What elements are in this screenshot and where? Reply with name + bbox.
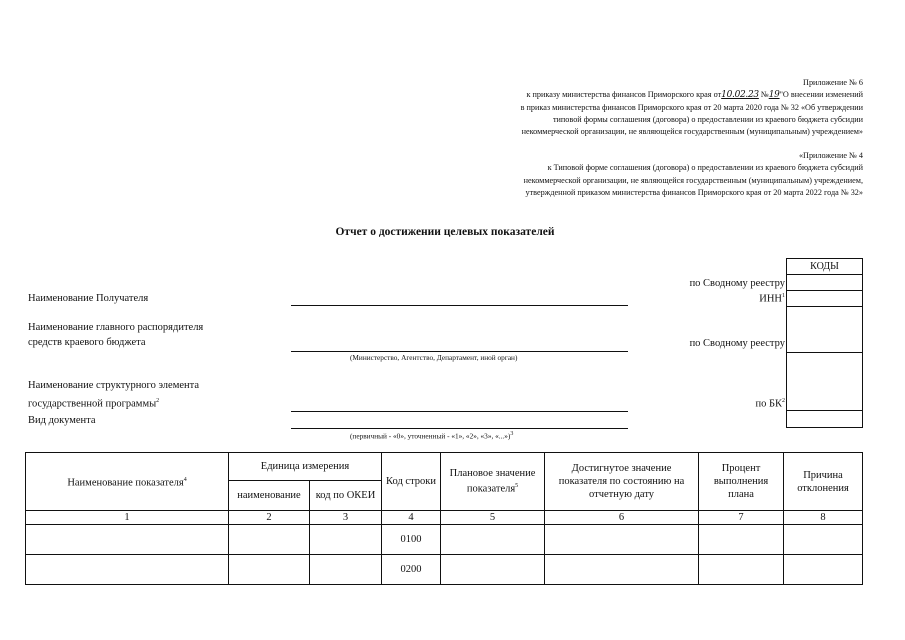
report-title: Отчет о достижении целевых показателей [335,226,555,238]
footnote-2-mark: 2 [156,398,160,404]
indicators-table [25,452,863,585]
codes-column [786,258,863,428]
header-row-code: Код строки [382,453,441,511]
appendix-6-line-3: типовой формы соглашения (договора) о предоставлении из краевого бюджета субсидии [552,114,863,124]
svodny-reestr-label-2: по Сводному реестру [689,338,785,349]
col-number-3: 3 [310,511,382,525]
header-unit-name: наименование [229,481,310,511]
appendix-4-title: «Приложение № 4 [798,151,863,160]
inn-label-text: ИНН [759,293,782,305]
code-cell-svodny-1[interactable] [786,274,863,290]
appendix-4-line-1: к Типовой форме соглашения (договора) о предоставлении из краевого бюджета субсидий [547,163,863,173]
document-type-field-line[interactable] [291,428,628,429]
cell-indicator-name[interactable] [26,525,229,555]
code-cell-svodny-2[interactable] [786,306,863,352]
cell-row-code: 0200 [382,555,441,585]
chief-administrator-label-2: средств краевого бюджета [28,337,146,348]
appendix-6-block [521,77,863,138]
footnote-5-mark: 5 [515,483,519,490]
bk-label [755,398,785,410]
header-indicator-name [26,453,229,511]
document-type-hint [350,431,513,440]
table-row [26,555,863,585]
header-indicator-name-text: Наименование показателя [67,477,184,489]
col-number-1: 1 [26,511,229,525]
appendix-6-line-1-prefix: к приказу министерства финансов Приморского края от [526,90,722,100]
appendix-6-line-1-suffix: "О внесении изменений [779,90,863,100]
number-sign: № [760,90,769,100]
footnote-4-mark: 4 [183,476,187,483]
col-number-2: 2 [229,511,310,525]
appendix-6-line-2: в приказ министерства финансов Приморского края от 20 марта 2020 года № 32 «Об утверждении [520,102,863,112]
table-row [26,525,863,555]
header-reason: Причина отклонения [784,453,863,511]
recipient-field-line[interactable] [291,305,628,306]
codes-header: КОДЫ [786,258,863,274]
document-type-hint-text: (первичный - «0», уточненный - «1», «2», «3», «...») [350,431,511,441]
appendix-6-title: Приложение № 6 [803,78,863,87]
svodny-reestr-label-1: по Сводному реестру [689,278,785,289]
footnote-1-mark: 1 [782,293,785,299]
col-number-5: 5 [441,511,545,525]
code-cell-doc-type[interactable] [786,410,863,428]
appendix-4-block [524,150,863,199]
cell-row-code: 0100 [382,525,441,555]
appendix-4-line-2: некоммерческой организации, не являющейся государственным (муниципальным) учреждением, [523,175,863,185]
footnote-3-mark: 3 [510,431,514,437]
header-plan-value [441,453,545,511]
chief-administrator-label-1: Наименование главного распорядителя [28,322,204,333]
header-achieved-value: Достигнутое значение показателя по состоянию на отчетную дату [545,453,699,511]
cell-plan-value[interactable] [441,555,545,585]
chief-administrator-field-line[interactable] [291,351,628,352]
code-cell-inn[interactable] [786,290,863,306]
inn-label [759,293,785,305]
cell-plan-value[interactable] [441,525,545,555]
col-number-8: 8 [784,511,863,525]
col-number-4: 4 [382,511,441,525]
cell-percent[interactable] [699,525,784,555]
code-cell-bk[interactable] [786,352,863,410]
document-type-label: Вид документа [28,415,96,426]
cell-percent[interactable] [699,555,784,585]
cell-unit-okei[interactable] [310,525,382,555]
header-unit: Единица измерения [229,453,382,481]
structural-element-field-line[interactable] [291,411,628,412]
cell-reason[interactable] [784,525,863,555]
cell-achieved-value[interactable] [545,525,699,555]
cell-unit-name[interactable] [229,555,310,585]
footnote-2-mark-bk: 2 [782,398,785,404]
appendix-6-line-1 [521,89,863,101]
handwritten-number: 19 [768,90,780,101]
header-percent: Процент выполнения плана [699,453,784,511]
col-number-7: 7 [699,511,784,525]
structural-element-label-2-text: государственной программы [28,398,157,410]
header-plan-value-text: Плановое значение показателя [449,468,536,495]
cell-unit-name[interactable] [229,525,310,555]
bk-label-text: по БК [755,398,782,410]
cell-reason[interactable] [784,555,863,585]
handwritten-date: 10.02.23 [721,90,759,101]
cell-achieved-value[interactable] [545,555,699,585]
col-number-6: 6 [545,511,699,525]
cell-indicator-name[interactable] [26,555,229,585]
structural-element-label-1: Наименование структурного элемента [28,380,199,391]
chief-administrator-hint: (Министерство, Агентство, Департамент, иной орган) [350,353,518,362]
appendix-6-line-4: некоммерческой организации, не являющейся государственным (муниципальным) учреждением» [521,127,863,137]
appendix-4-line-3: утвержденной приказом министерства финансов Приморского края от 20 марта 2022 года № 32» [525,187,863,197]
recipient-label: Наименование Получателя [28,293,149,304]
cell-unit-okei[interactable] [310,555,382,585]
structural-element-label-2 [28,394,159,412]
header-unit-okei: код по ОКЕИ [310,481,382,511]
